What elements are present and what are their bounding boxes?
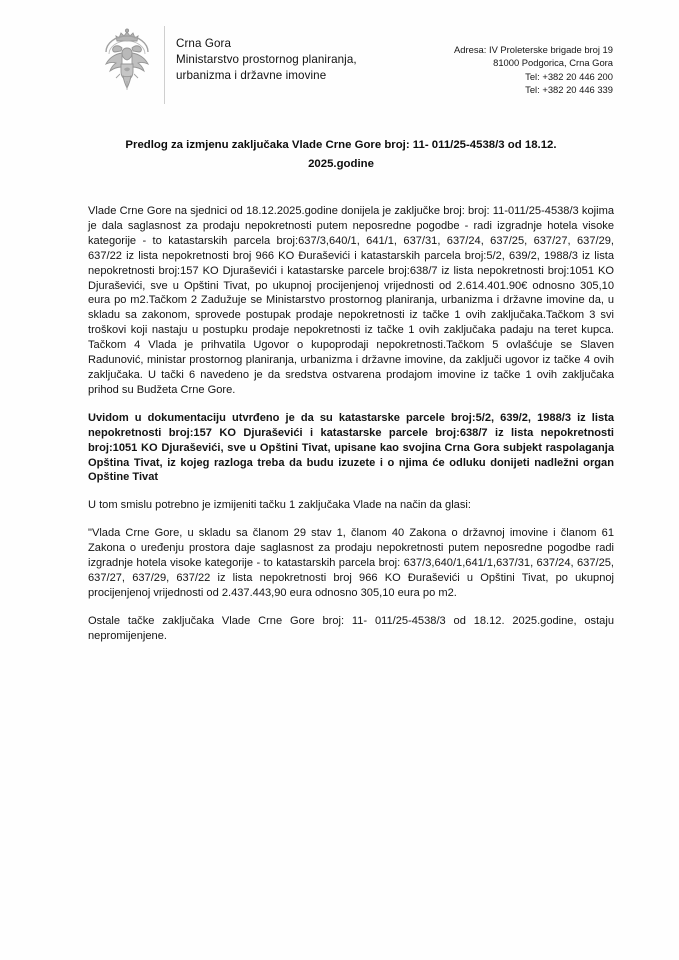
paragraph-findings: Uvidom u dokumentaciju utvrđeno je da su katastarske parcele broj:5/2, 639/2, 1988/3 iz lista nepokretnosti broj:157 KO Djuraševići i katastarske parcele broj:638/7 iz lista nepokretnosti broj:1051 KO Djuraševići, sve u Opštini Tivat, upisane kao svojina Crna Gora subjekt raspolaganja Opština Tivat, iz kojeg razloga treba da budu izuzete i o njima će odluku donijeti nadležni organ Opštine Tivat: [88, 411, 614, 484]
organization-ministry-line2: urbanizma i državne imovine: [176, 69, 327, 83]
document-body: [88, 204, 614, 644]
paragraph-remaining-points: Ostale tačke zaključaka Vlade Crne Gore broj: 11- 011/25-4538/3 od 18.12. 2025.godine, ostaju nepromijenjene.: [88, 614, 614, 642]
address-city: 81000 Podgorica, Crna Gora: [493, 57, 613, 69]
page-title: [96, 136, 586, 174]
montenegro-coat-of-arms-icon: [96, 28, 158, 100]
letterhead-divider: [164, 26, 165, 104]
page-title-line1: Predlog za izmjenu zaključaka Vlade Crne Gore broj: 11- 011/25-4538/3 od 18.12.: [125, 139, 557, 151]
letterhead: [0, 24, 679, 110]
organization-country: Crna Gora: [176, 37, 232, 50]
address-street: Adresa: IV Proleterske brigade broj 19: [454, 44, 613, 55]
address-phone-1: Tel: +382 20 446 200: [525, 70, 613, 82]
address-block: [454, 43, 613, 97]
paragraph-amendment-intro: U tom smislu potrebno je izmijeniti tačku 1 zaključaka Vlade na način da glasi:: [88, 499, 471, 512]
paragraph-amended-point: "Vlada Crne Gore, u skladu sa članom 29 stav 1, članom 40 Zakona o državnoj imovine i članom 61 Zakona o uređenju prostora daje saglasnost za prodaju nepokretnosti putem neposredne pogodbe radi izgradnje hotela visoke kategorije - to katastarskih parcela broj: 637/3,640/1,641/1,637/31, 637/24, 637/25, 637/27, 637/29, 637/22 iz lista nepokretnosti broj 966 KO Đuraševići u Opštini Tivat, po ukupnoj procijenjenoj vrijednosti od 2.437.443,90 eura odnosno 305,10 eura po m2.: [88, 527, 614, 599]
address-phone-2: Tel: +382 20 446 339: [525, 84, 613, 96]
paragraph-background: Vlade Crne Gore na sjednici od 18.12.2025.godine donijela je zaključke broj: broj: 11-011/25-4538/3 kojima je dala saglasnost za prodaju nepokretnosti putem neposredne pogodbe - radi izgradnje hotela visoke kategorije - to katastarskih parcela broj:637/3,640/1, 641/1, 637/31, 637/24, 637/25, 637/27, 637/29, 637/22 iz lista nepokretnosti broj 966 KO Đuraševići i katastarskih parcela broj:5/2, 639/2, 1988/3 iz lista nepokretnosti broj:157 KO Djuraševići i katastarske parcele broj:638/7 iz lista nepokretnosti broj:1051 KO Djuraševići, sve u Opštini Tivat, po ukupnoj procijenjenoj vrijednosti od 2.614.401.90€ odnosno 305,10 eura po m2.Tačkom 2 Zadužuje se Ministarstvo prostornog planiranja, urbanizma i državne imovine da, u skladu sa zakonom, sprovede postupak prodaje nepokretnosti iz tačke 1 ovih zaključaka.Tačkom 3 svi troškovi koji nastaju u postupku prodaje nepokretnosti iz tačke 1 ovih zaključaka padaju na teret kupca. Tačkom 4 Vlada je prihvatila Ugovor o kupoprodaji nepokretnosti.Tačkom 5 ovlašćuje se Slaven Radunović, ministar prostornog planiranja, urbanizma i državne imovine, da zaključi ugovor iz tačke 4 ovih zaključaka. U tački 6 navedeno je da sredstva ostvarena prodajom imovine iz tačke 1 ovih zaključaka prihod su Budžeta Crne Gore.: [88, 205, 614, 396]
page-title-line2: 2025.godine: [308, 158, 374, 170]
organization-block: [176, 36, 357, 85]
organization-ministry-line1: Ministarstvo prostornog planiranja,: [176, 53, 357, 67]
